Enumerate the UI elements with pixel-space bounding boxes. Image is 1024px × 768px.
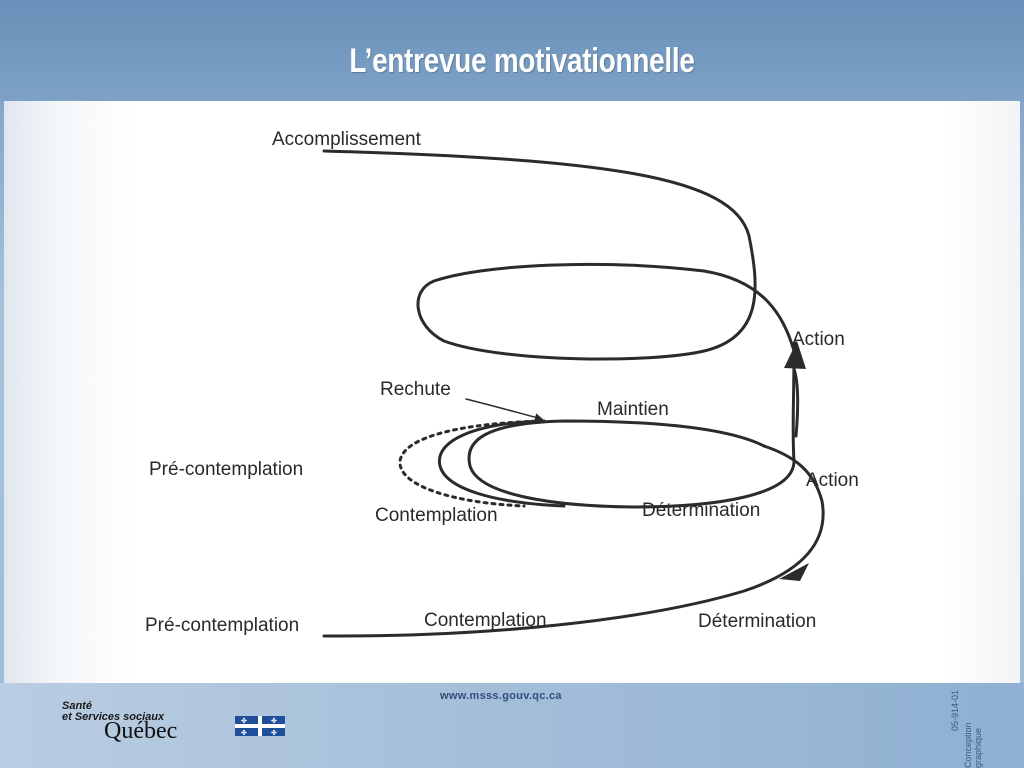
footer-code: 05-914-01 — [950, 690, 960, 732]
diagram-panel — [4, 101, 1020, 683]
label-action-top: Action — [792, 329, 845, 350]
brand-line-1: Santé — [62, 700, 92, 712]
label-accomplissement: Accomplissement — [272, 129, 421, 150]
label-pre-contemplation-bottom: Pré-contemplation — [145, 615, 300, 636]
footer-credit: Conception graphique — [963, 722, 983, 768]
svg-text:✤: ✤ — [271, 730, 277, 736]
spiral-lower-loop — [469, 351, 794, 507]
spiral-upper-loop — [324, 151, 794, 359]
svg-text:✤: ✤ — [241, 718, 247, 725]
label-maintien: Maintien — [597, 399, 669, 420]
label-action-mid: Action — [806, 470, 859, 491]
quebec-flag-icon — [235, 716, 285, 736]
slide-title: L’entrevue motivationnelle — [349, 42, 695, 80]
label-rechute: Rechute — [380, 379, 451, 400]
change-spiral-diagram — [4, 101, 1020, 683]
svg-text:✤: ✤ — [241, 730, 247, 736]
relapse-loop-inner — [439, 421, 564, 506]
label-contemplation-mid: Contemplation — [375, 505, 498, 526]
spiral-entry-curve — [324, 446, 823, 636]
label-pre-contemplation-mid: Pré-contemplation — [149, 459, 304, 480]
brand-line-2: et Services sociaux — [62, 711, 165, 723]
label-determination-bottom: Détermination — [698, 611, 817, 632]
svg-text:✤: ✤ — [271, 718, 277, 725]
relapse-loop-dotted — [400, 421, 544, 506]
brand-quebec: Québec — [104, 718, 178, 744]
relapse-arrow-line — [466, 399, 542, 419]
footer-url: www.msss.gouv.qc.ca — [440, 690, 562, 702]
label-determination-mid: Détermination — [642, 500, 761, 521]
label-contemplation-bottom: Contemplation — [424, 610, 547, 631]
